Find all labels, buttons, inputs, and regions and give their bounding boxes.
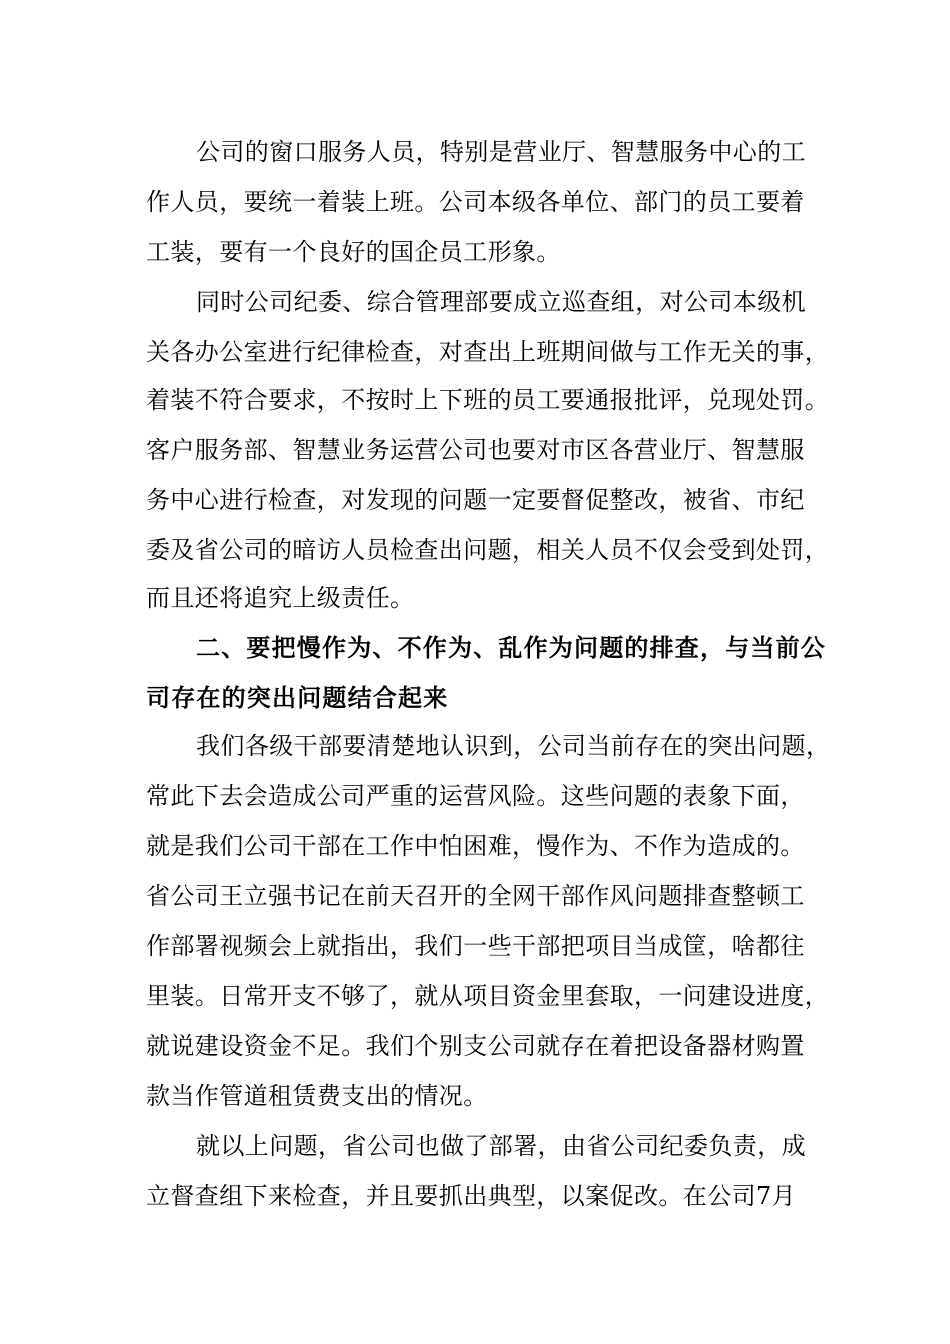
paragraph-2-line-3: 着装不符合要求，不按时上下班的员工要通报批评，兑现处罚。 — [146, 386, 830, 414]
paragraph-3-line-3: 就是我们公司干部在工作中怕困难，慢作为、不作为造成的。 — [146, 832, 805, 860]
paragraph-2-line-1: 同时公司纪委、综合管理部要成立巡查组，对公司本级机 — [196, 288, 806, 316]
paragraph-1-line-3: 工装，要有一个良好的国企员工形象。 — [146, 238, 561, 266]
paragraph-1-line-1: 公司的窗口服务人员，特别是营业厅、智慧服务中心的工 — [196, 138, 806, 166]
paragraph-3-line-2: 常此下去会造成公司严重的运营风险。这些问题的表象下面， — [146, 782, 805, 810]
paragraph-3-line-6: 里装。日常开支不够了，就从项目资金里套取，一问建设进度， — [146, 982, 830, 1010]
paragraph-2-line-5: 务中心进行检查，对发现的问题一定要督促整改，被省、市纪 — [146, 486, 805, 514]
paragraph-2-line-2: 关各办公室进行纪律检查，对查出上班期间做与工作无关的事， — [146, 338, 830, 366]
paragraph-3-line-1: 我们各级干部要清楚地认识到，公司当前存在的突出问题， — [196, 732, 831, 760]
section-heading-line-1: 二、要把慢作为、不作为、乱作为问题的排查，与当前公 — [196, 634, 826, 662]
section-heading-line-2: 司存在的突出问题结合起来 — [146, 684, 449, 712]
paragraph-3-line-8: 款当作管道租赁费支出的情况。 — [146, 1082, 488, 1110]
paragraph-1-line-2: 作人员，要统一着装上班。公司本级各单位、部门的员工要着 — [146, 188, 805, 216]
paragraph-4-line-2: 立督查组下来检查，并且要抓出典型，以案促改。在公司7月 — [146, 1182, 797, 1210]
paragraph-4-line-1: 就以上问题，省公司也做了部署，由省公司纪委负责，成 — [196, 1132, 806, 1160]
paragraph-2-line-6: 委及省公司的暗访人员检查出问题，相关人员不仅会受到处罚， — [146, 536, 830, 564]
paragraph-3-line-7: 就说建设资金不足。我们个别支公司就存在着把设备器材购置 — [146, 1032, 805, 1060]
paragraph-2-line-7: 而且还将追究上级责任。 — [146, 584, 415, 612]
paragraph-3-line-4: 省公司王立强书记在前天召开的全网干部作风问题排查整顿工 — [146, 882, 805, 910]
paragraph-2-line-4: 客户服务部、智慧业务运营公司也要对市区各营业厅、智慧服 — [146, 436, 805, 464]
paragraph-3-line-5: 作部署视频会上就指出，我们一些干部把项目当成筐，啥都往 — [146, 932, 805, 960]
